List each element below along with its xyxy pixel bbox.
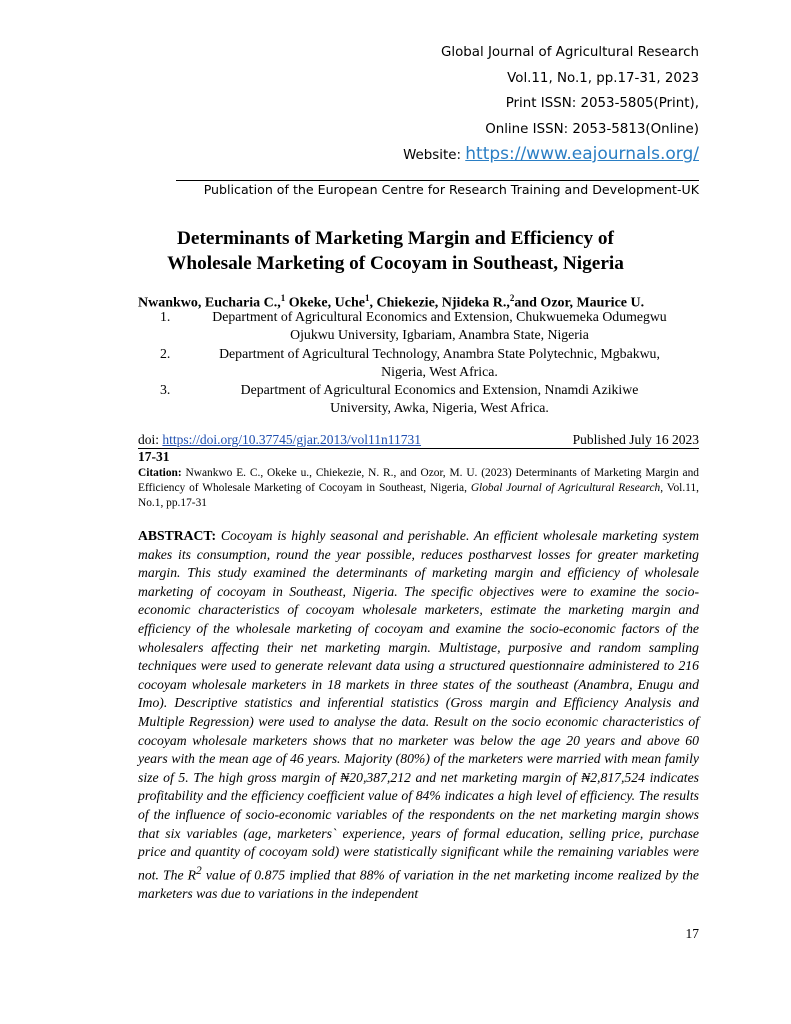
author-4: and Ozor, Maurice U.	[514, 295, 645, 311]
publisher-line: Publication of the European Centre for Research Training and Development-UK	[203, 182, 699, 197]
author-1: Nwankwo, Eucharia C.,	[138, 295, 281, 311]
affiliation-number: 2.	[160, 345, 171, 361]
journal-header	[403, 40, 699, 169]
abstract-block	[138, 527, 699, 903]
abstract-superscript: 2	[196, 864, 202, 877]
affiliation-line: Department of Agricultural Economics and Extension, Chukwuemeka Odumegwu	[212, 309, 667, 324]
title-line-1: Determinants of Marketing Margin and Efficiency of	[177, 228, 614, 249]
website-link[interactable]: https://www.eajournals.org/	[465, 144, 699, 164]
citation-label: Citation:	[138, 467, 182, 479]
author-3: , Chiekezie, Njideka R.,	[369, 295, 510, 311]
doi-label: doi:	[138, 432, 160, 447]
website-label: Website:	[403, 148, 461, 163]
online-issn: Online ISSN: 2053-5813(Online)	[485, 121, 699, 137]
citation-block	[138, 466, 699, 512]
affiliation-number: 3.	[160, 382, 171, 398]
affiliation-number: 1.	[160, 309, 171, 324]
affiliation-item	[160, 381, 699, 418]
affiliation-line: Department of Agricultural Economics and Extension, Nnamdi Azikiwe	[240, 382, 639, 398]
affiliation-line: University, Awka, Nigeria, West Africa.	[330, 400, 549, 416]
website-row	[403, 142, 699, 169]
doi-divider	[138, 448, 699, 449]
abstract-tail: value of 0.875 implied that 88% of variation in the net marketing income realized by the marketers was due to variations in the independent	[138, 867, 699, 901]
author-2: Okeke, Uche	[288, 295, 365, 311]
citation-journal: Global Journal of Agricultural Research	[470, 482, 661, 495]
pages-ref: 17-31	[138, 449, 170, 464]
affiliation-line: Ojukwu University, Igbariam, Anambra State, Nigeria	[290, 327, 589, 343]
journal-volume: Vol.11, No.1, pp.17-31, 2023	[507, 70, 699, 86]
affiliation-item	[160, 345, 699, 382]
author-2-affil: 1	[364, 293, 370, 303]
title-line-2: Wholesale Marketing of Cocoyam in Southeast, Nigeria	[167, 253, 624, 274]
author-1-affil: 1	[280, 293, 286, 303]
affiliation-item	[160, 308, 699, 345]
author-3-affil: 2	[509, 293, 515, 303]
page-number: 17	[685, 926, 699, 941]
doi-link[interactable]: https://doi.org/10.37745/gjar.2013/vol11n11731	[162, 432, 422, 447]
affiliation-line: Nigeria, West Africa.	[381, 363, 498, 379]
abstract-text: Cocoyam is highly seasonal and perishable. An efficient wholesale marketing system makes its consumption, round the year possible, reduces postharvest losses for greater marketing margin. This study examined the determinants of marketing margin and efficiency of wholesale marketing of cocoyam in Southeast, Nigeria. The specific objectives were to examine the socio-economic characteristics of cocoyam wholesale marketers, estimate the marketing margin and efficiency of the wholesale marketing of cocoyam and examine the socio-economic factors of the wholesalers affecting their net marketing margin. Multistage, purposive and random sampling techniques were used to generate relevant data using a structured questionnaire administered to 216 cocoyam wholesale marketers in 18 markets in three states of the southeast (Anambra, Enugu and Imo). Descriptive statistics and inferential statistics (Gross margin and Efficiency Analysis and Multiple Regression) were used to analyse the data. Result on the socio economic characteristics of cocoyam wholesale marketers shows that no marketer was below the age 20 years and above 60 years with the mean age of 46 years. Majority (80%) of the marketers were married with mean family size of 5. The high gross margin of ₦20,387,212 and net marketing margin of ₦2,817,524 indicates profitability and the efficiency coefficient value of 84% indicates a high level of efficiency. The results of the influence of socio-economic variables of the respondents on the net marketing margin shows that six variables (age, marketers` experience, years of formal education, selling price, purchase price and quantity of cocoyam sold) were statistically significant while the remaining variables were not. The R	[138, 528, 699, 883]
citation-tail: , Vol.11, No.1, pp.17-31	[138, 482, 699, 510]
affiliation-list	[160, 308, 699, 418]
abstract-label: ABSTRACT:	[138, 528, 217, 543]
affiliation-line: Department of Agricultural Technology, Anambra State Polytechnic, Mgbakwu,	[219, 345, 660, 361]
published-date: Published July 16 2023	[572, 432, 699, 447]
paper-title	[110, 226, 681, 276]
doi-row	[138, 431, 699, 448]
journal-name: Global Journal of Agricultural Research	[440, 45, 699, 60]
print-issn: Print ISSN: 2053-5805(Print),	[505, 96, 699, 111]
citation-text: Nwankwo E. C., Okeke u., Chiekezie, N. R., and Ozor, M. U. (2023) Determinants of Marketing Margin and Efficiency of Wholesale Marketing of Cocoyam in Southeast, Nigeria,	[138, 467, 699, 495]
